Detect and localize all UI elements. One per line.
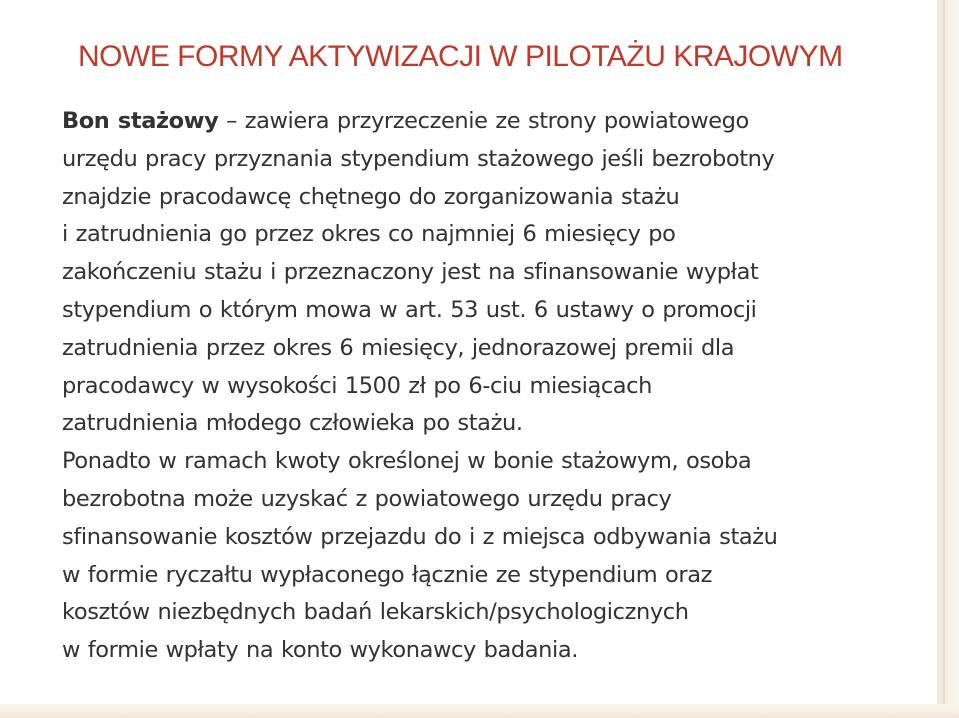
slide-title: NOWE FORMY AKTYWIZACJI W PILOTAŻU KRAJOWYM xyxy=(78,40,843,73)
decorative-side-band xyxy=(937,0,959,718)
text-line-rest: – zawiera przyrzeczenie ze strony powiatowego xyxy=(218,108,749,134)
defined-term: Bon stażowy xyxy=(62,108,219,134)
text-line: w formie ryczałtu wypłaconego łącznie ze stypendium oraz xyxy=(62,561,713,588)
text-line: pracodawcy w wysokości 1500 zł po 6-ciu miesiącach xyxy=(62,372,653,399)
slide-body xyxy=(62,103,928,670)
text-line: urzędu pracy przyznania stypendium stażowego jeśli bezrobotny xyxy=(62,145,775,172)
paragraph-ponadto xyxy=(62,443,928,670)
text-line: bezrobotna może uzyskać z powiatowego urzędu pracy xyxy=(62,485,672,512)
text-line: sfinansowanie kosztów przejazdu do i z miejsca odbywania stażu xyxy=(62,523,778,550)
text-line: zatrudnienia przez okres 6 miesięcy, jednorazowej premii dla xyxy=(62,334,735,361)
text-line: w formie wpłaty na konto wykonawcy badania. xyxy=(62,637,579,664)
text-line: zatrudnienia młodego człowieka po stażu. xyxy=(62,410,523,437)
text-line: i zatrudnienia go przez okres co najmniej 6 miesięcy po xyxy=(62,221,676,248)
text-line: zakończeniu stażu i przeznaczony jest na sfinansowanie wypłat xyxy=(62,259,759,286)
text-line xyxy=(62,103,928,141)
text-line: kosztów niezbędnych badań lekarskich/psychologicznych xyxy=(62,599,689,626)
text-line: znajdzie pracodawcę chętnego do zorganizowania stażu xyxy=(62,183,680,210)
decorative-bottom-strip xyxy=(0,704,959,718)
text-line: Ponadto w ramach kwoty określonej w bonie stażowym, osoba xyxy=(62,448,752,475)
text-line: stypendium o którym mowa w art. 53 ust. 6 ustawy o promocji xyxy=(62,296,757,323)
paragraph-bon-stazowy xyxy=(62,103,928,443)
